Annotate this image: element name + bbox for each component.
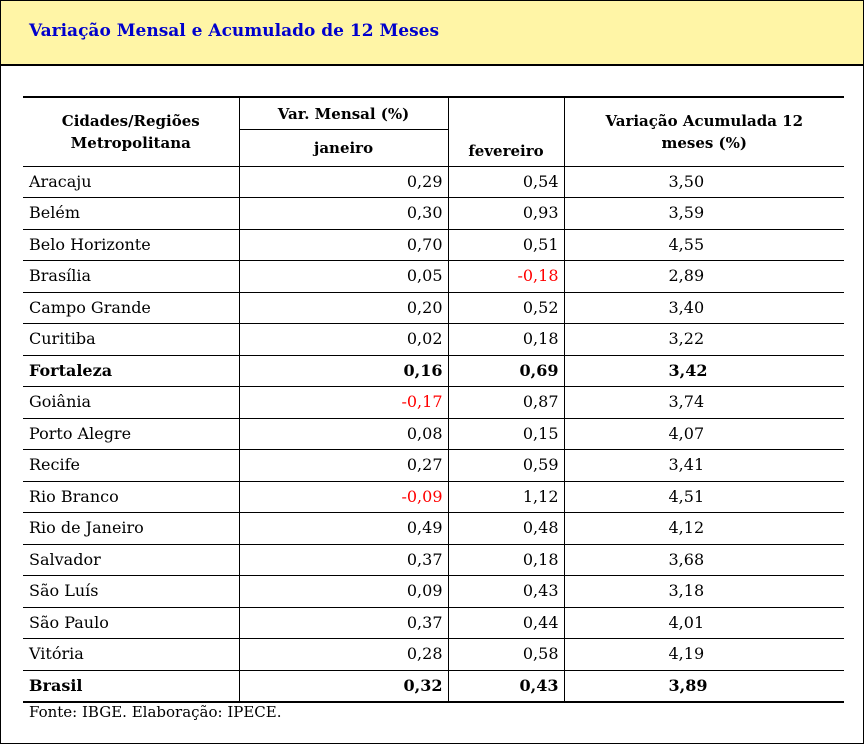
accumulated-cell: 3,41 (564, 450, 844, 482)
city-cell: Brasília (23, 261, 239, 293)
header-monthly: Var. Mensal (%) (239, 97, 448, 130)
february-cell: 0,43 (448, 670, 564, 702)
accumulated-cell: 4,12 (564, 513, 844, 545)
header-acc-line1: Variação Acumulada 12 (605, 111, 804, 130)
january-cell: 0,37 (239, 607, 448, 639)
accumulated-cell: 3,50 (564, 166, 844, 198)
february-cell: 0,58 (448, 639, 564, 671)
february-cell: 0,93 (448, 198, 564, 230)
table-row (23, 166, 844, 198)
table-row (23, 418, 844, 450)
city-cell: Campo Grande (23, 292, 239, 324)
title-bar (1, 1, 863, 66)
accumulated-cell: 4,07 (564, 418, 844, 450)
table-row (23, 387, 844, 419)
accumulated-cell: 3,89 (564, 670, 844, 702)
header-acc-line2: meses (%) (661, 133, 748, 152)
header-accumulated (564, 97, 844, 166)
city-cell: Belém (23, 198, 239, 230)
january-cell: 0,27 (239, 450, 448, 482)
table-row (23, 261, 844, 293)
city-cell: Fortaleza (23, 355, 239, 387)
february-cell: 0,43 (448, 576, 564, 608)
january-cell: 0,20 (239, 292, 448, 324)
table-row (23, 229, 844, 261)
accumulated-cell: 2,89 (564, 261, 844, 293)
february-cell: 0,69 (448, 355, 564, 387)
february-cell: 0,44 (448, 607, 564, 639)
table-row (23, 481, 844, 513)
table-row (23, 639, 844, 671)
accumulated-cell: 3,22 (564, 324, 844, 356)
table-header (23, 97, 844, 166)
city-cell: Belo Horizonte (23, 229, 239, 261)
february-cell: 0,48 (448, 513, 564, 545)
city-cell: Aracaju (23, 166, 239, 198)
table-row (23, 513, 844, 545)
accumulated-cell: 3,42 (564, 355, 844, 387)
city-cell: Goiânia (23, 387, 239, 419)
city-cell: São Paulo (23, 607, 239, 639)
table-row (23, 198, 844, 230)
january-cell: 0,08 (239, 418, 448, 450)
city-cell: Rio de Janeiro (23, 513, 239, 545)
january-cell: -0,09 (239, 481, 448, 513)
header-blank (448, 97, 564, 130)
table-body (23, 166, 844, 702)
february-cell: 0,52 (448, 292, 564, 324)
city-cell: Curitiba (23, 324, 239, 356)
source-note: Fonte: IBGE. Elaboração: IPECE. (29, 703, 282, 721)
january-cell: 0,30 (239, 198, 448, 230)
city-cell: Salvador (23, 544, 239, 576)
table-row (23, 670, 844, 702)
header-city-line2: Metropolitana (70, 133, 191, 152)
january-cell: 0,49 (239, 513, 448, 545)
accumulated-cell: 4,01 (564, 607, 844, 639)
february-cell: 1,12 (448, 481, 564, 513)
table-row (23, 544, 844, 576)
february-cell: 0,87 (448, 387, 564, 419)
february-cell: -0,18 (448, 261, 564, 293)
table-row (23, 292, 844, 324)
accumulated-cell: 3,40 (564, 292, 844, 324)
page-title: Variação Mensal e Acumulado de 12 Meses (29, 21, 440, 41)
january-cell: 0,16 (239, 355, 448, 387)
february-cell: 0,54 (448, 166, 564, 198)
january-cell: 0,37 (239, 544, 448, 576)
table-row (23, 324, 844, 356)
accumulated-cell: 3,18 (564, 576, 844, 608)
accumulated-cell: 3,59 (564, 198, 844, 230)
city-cell: Recife (23, 450, 239, 482)
table-row (23, 607, 844, 639)
february-cell: 0,15 (448, 418, 564, 450)
february-cell: 0,59 (448, 450, 564, 482)
header-city (23, 97, 239, 166)
header-january: janeiro (239, 130, 448, 167)
january-cell: -0,17 (239, 387, 448, 419)
city-cell: Porto Alegre (23, 418, 239, 450)
city-cell: São Luís (23, 576, 239, 608)
header-city-line1: Cidades/Regiões (61, 111, 200, 130)
header-february: fevereiro (448, 130, 564, 167)
accumulated-cell: 3,68 (564, 544, 844, 576)
january-cell: 0,29 (239, 166, 448, 198)
february-cell: 0,18 (448, 324, 564, 356)
table-row (23, 355, 844, 387)
city-cell: Brasil (23, 670, 239, 702)
table-row (23, 576, 844, 608)
january-cell: 0,28 (239, 639, 448, 671)
january-cell: 0,02 (239, 324, 448, 356)
city-cell: Vitória (23, 639, 239, 671)
january-cell: 0,05 (239, 261, 448, 293)
accumulated-cell: 3,74 (564, 387, 844, 419)
accumulated-cell: 4,51 (564, 481, 844, 513)
accumulated-cell: 4,19 (564, 639, 844, 671)
accumulated-cell: 4,55 (564, 229, 844, 261)
february-cell: 0,18 (448, 544, 564, 576)
february-cell: 0,51 (448, 229, 564, 261)
january-cell: 0,09 (239, 576, 448, 608)
city-cell: Rio Branco (23, 481, 239, 513)
table-row (23, 450, 844, 482)
inflation-table (23, 96, 844, 703)
january-cell: 0,70 (239, 229, 448, 261)
january-cell: 0,32 (239, 670, 448, 702)
